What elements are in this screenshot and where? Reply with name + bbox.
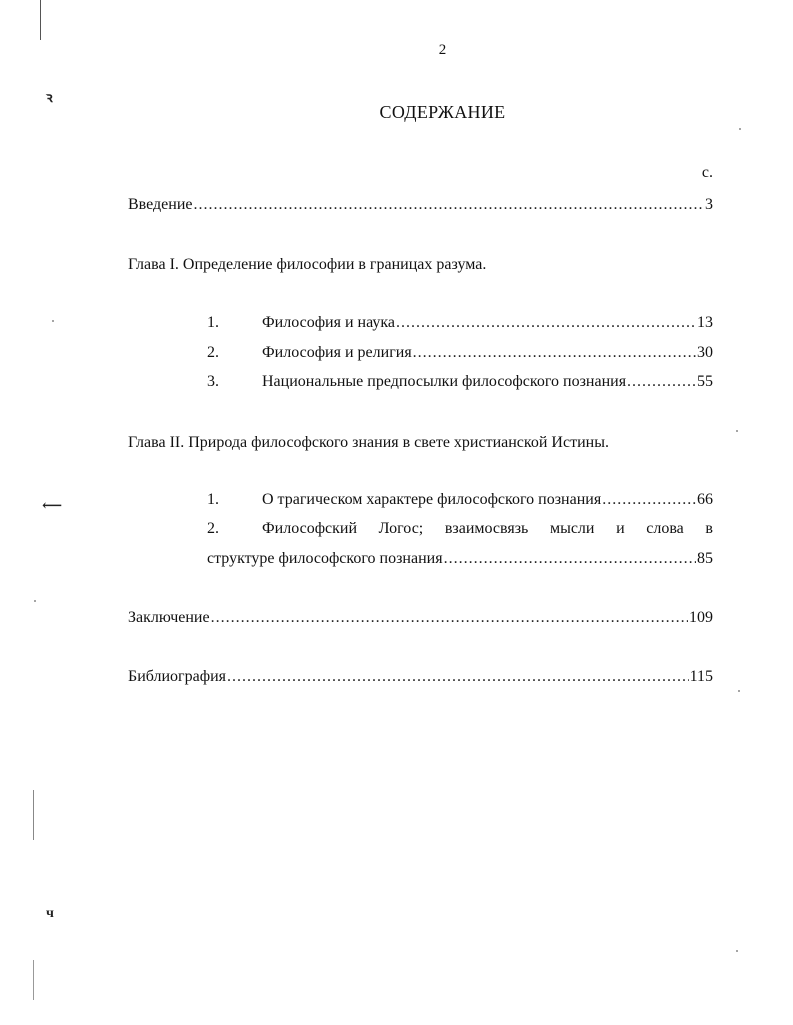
toc-entry-page: 55 <box>697 373 713 390</box>
toc-entry-label: Заключение <box>128 609 210 626</box>
margin-mark-icon: ⟵ <box>42 499 63 514</box>
margin-mark-icon: ꝛ <box>46 91 53 106</box>
margin-mark-icon: ч <box>46 906 54 921</box>
scan-speck <box>52 320 54 322</box>
toc-entry-page: 3 <box>705 196 713 213</box>
dot-leader <box>194 195 705 215</box>
scan-edge-bottom <box>33 960 34 1000</box>
scan-speck <box>736 950 738 952</box>
toc-entry-page: 115 <box>689 668 713 685</box>
toc-entry-label: Философия и наука <box>262 314 396 331</box>
dot-leader <box>227 667 689 687</box>
scan-edge-mid <box>33 790 34 840</box>
scan-speck <box>34 600 36 602</box>
toc-entry-page: 109 <box>689 609 713 626</box>
scan-speck <box>738 690 740 692</box>
toc-item-number: 3. <box>207 373 219 390</box>
toc-entry-label: структуре философского познания <box>207 550 443 567</box>
toc-entry-label: Философия и религия <box>262 344 412 361</box>
toc-entry-national-premises <box>262 372 713 392</box>
toc-word: взаимосвязь <box>444 520 529 537</box>
toc-entry-bibliography <box>128 667 713 687</box>
page-title: СОДЕРЖАНИЕ <box>379 102 506 122</box>
toc-item-number: 2. <box>207 520 219 537</box>
dot-leader <box>602 490 696 510</box>
toc-word: в <box>705 520 713 537</box>
page-number: 2 <box>438 42 447 58</box>
toc-word: мысли <box>549 520 595 537</box>
toc-entry-label: О трагическом характере философского познания <box>262 491 602 508</box>
toc-entry-introduction <box>128 195 713 215</box>
dot-leader <box>444 549 696 569</box>
toc-entry-page: 30 <box>697 344 713 361</box>
toc-entry-tragic-character <box>262 490 713 510</box>
toc-entry-page: 13 <box>697 314 713 331</box>
dot-leader <box>396 313 696 333</box>
toc-entry-philosophy-religion <box>262 343 713 363</box>
toc-entry-logos-line2 <box>207 549 713 569</box>
dot-leader <box>627 372 696 392</box>
toc-word: слова <box>646 520 684 537</box>
scan-edge-top <box>40 0 41 40</box>
toc-item-number: 2. <box>207 344 219 361</box>
toc-entry-label: Введение <box>128 196 193 213</box>
toc-word: и <box>616 520 625 537</box>
toc-entry-philosophy-science <box>262 313 713 333</box>
dot-leader <box>211 608 688 628</box>
toc-entry-label: Национальные предпосылки философского познания <box>262 373 627 390</box>
scan-speck <box>739 128 741 130</box>
toc-item-number: 1. <box>207 491 219 508</box>
page-column-label: с. <box>701 164 713 181</box>
toc-entry-label: Библиография <box>128 668 226 685</box>
scan-speck <box>736 430 738 432</box>
chapter-heading-1: Глава I. Определение философии в границах разума. <box>128 256 487 273</box>
toc-word: Философский <box>262 520 358 537</box>
toc-entry-conclusion <box>128 608 713 628</box>
toc-item-number: 1. <box>207 314 219 331</box>
chapter-heading-2: Глава II. Природа философского знания в свете христианской Истины. <box>128 434 609 451</box>
toc-entry-page: 85 <box>697 550 713 567</box>
dot-leader <box>413 343 696 363</box>
toc-entry-logos-line1 <box>262 519 713 539</box>
toc-word: Логос; <box>378 520 424 537</box>
toc-entry-page: 66 <box>697 491 713 508</box>
